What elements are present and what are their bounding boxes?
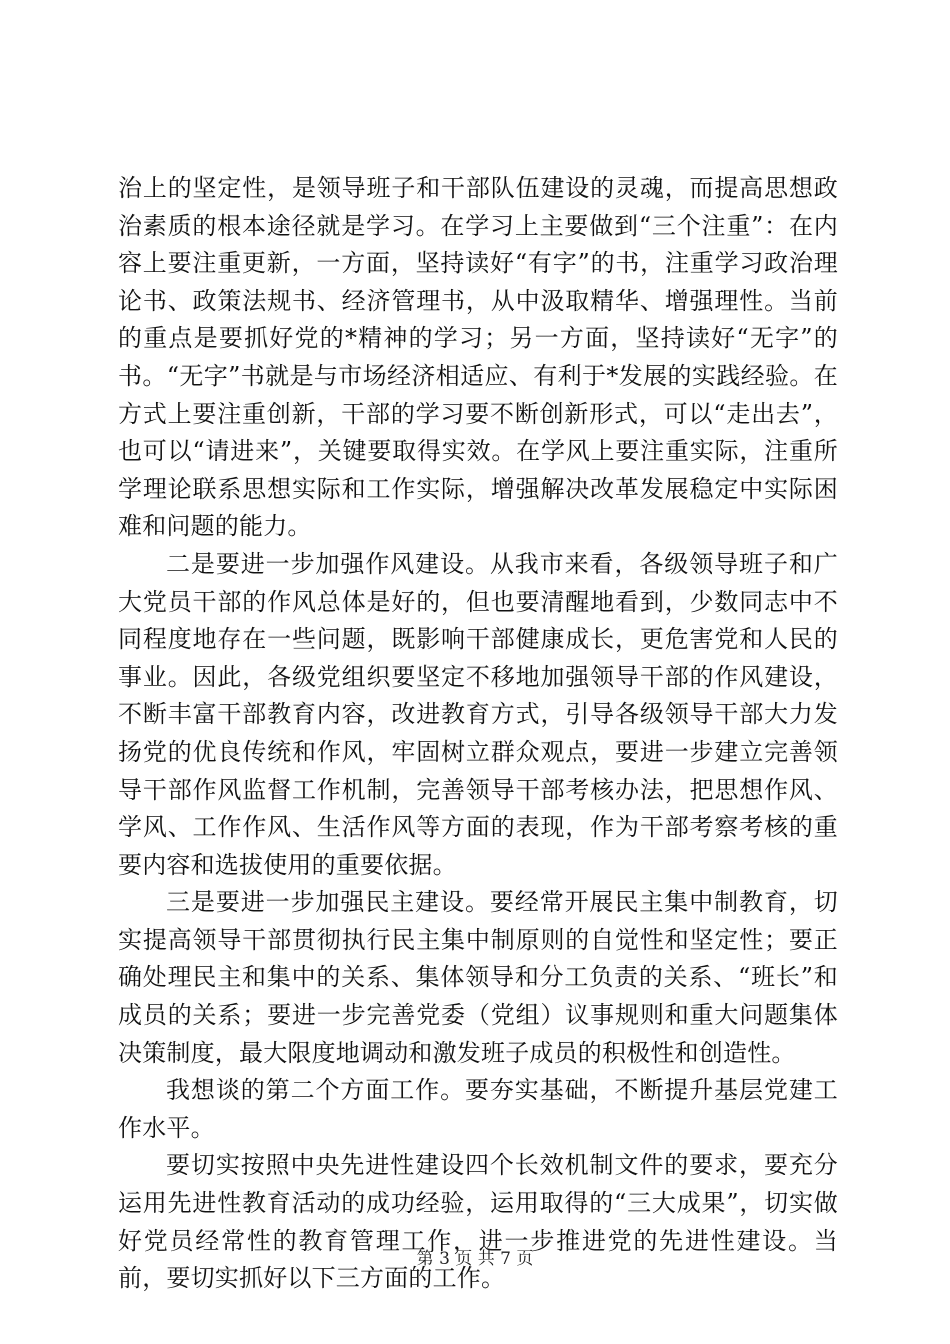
paragraph-3: 三是要进一步加强民主建设。要经常开展民主集中制教育，切实提高领导干部贯彻执行民主集中制原则的自觉性和坚定性；要正确处理民主和集中的关系、集体领导和分工负责的关系、“班长”和成员的关系；要进一步完善党委（党组）议事规则和重大问题集体决策制度，最大限度地调动和激发班子成员的积极性和创造性。 <box>118 888 838 1067</box>
document-body <box>118 170 838 1298</box>
paragraph-5: 要切实按照中央先进性建设四个长效机制文件的要求，要充分运用先进性教育活动的成功经验，运用取得的“三大成果”，切实做好党员经常性的教育管理工作，进一步推进党的先进性建设。当前，要切实抓好以下三方面的工作。 <box>118 1151 838 1293</box>
paragraph-4: 我想谈的第二个方面工作。要夯实基础，不断提升基层党建工作水平。 <box>118 1076 838 1142</box>
paragraph-1: 治上的坚定性，是领导班子和干部队伍建设的灵魂，而提高思想政治素质的根本途径就是学习。在学习上主要做到“三个注重”：在内容上要注重更新，一方面，坚持读好“有字”的书，注重学习政治理论书、政策法规书、经济管理书，从中汲取精华、增强理性。当前的重点是要抓好党的*精神的学习；另一方面，坚持读好“无字”的书。“无字”书就是与市场经济相适应、有利于*发展的实践经验。在方式上要注重创新，干部的学习要不断创新形式，可以“走出去”，也可以“请进来”，关键要取得实效。在学风上要注重实际，注重所学理论联系思想实际和工作实际，增强解决改革发展稳定中实际困难和问题的能力。 <box>118 174 838 541</box>
paragraph-2: 二是要进一步加强作风建设。从我市来看，各级领导班子和广大党员干部的作风总体是好的，但也要清醒地看到，少数同志中不同程度地存在一些问题，既影响干部健康成长，更危害党和人民的事业。因此，各级党组织要坚定不移地加强领导干部的作风建设，不断丰富干部教育内容，改进教育方式，引导各级领导干部大力发扬党的优良传统和作风，牢固树立群众观点，要进一步建立完善领导干部作风监督工作机制，完善领导干部考核办法，把思想作风、学风、工作作风、生活作风等方面的表现，作为干部考察考核的重要内容和选拔使用的重要依据。 <box>118 549 838 879</box>
page-footer: 第 3 页 共 7 页 <box>416 1249 534 1269</box>
